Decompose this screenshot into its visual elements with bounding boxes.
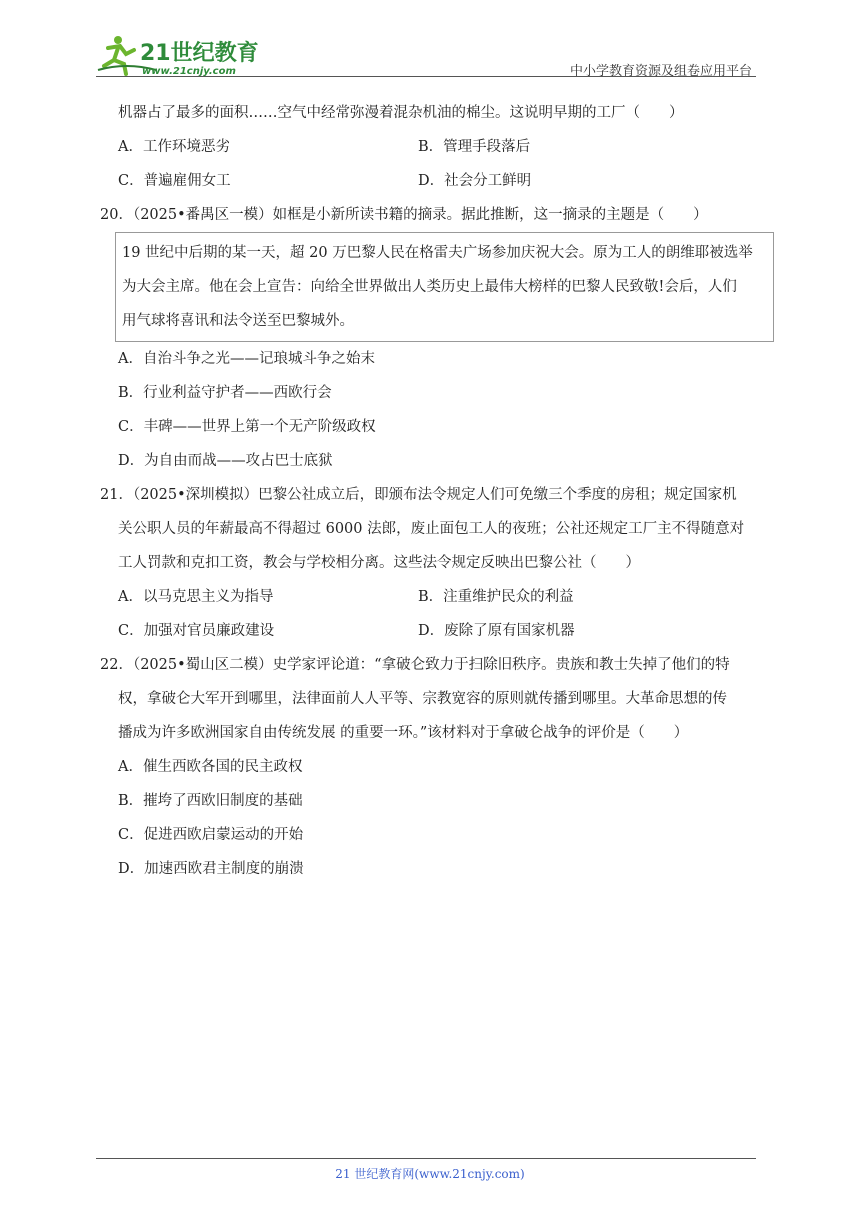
svg-text:www.21cnjy.com: www.21cnjy.com — [142, 66, 236, 77]
q21-options-row-1 — [118, 580, 768, 614]
platform-name: 中小学教育资源及组卷应用平台 — [569, 64, 752, 79]
footer-link[interactable]: 21 世纪教育网(www.21cnjy.com) — [335, 1167, 525, 1181]
q19-options-row-1 — [118, 130, 768, 164]
q21-option-b: B．注重维护民众的利益 — [418, 589, 574, 605]
q20-option-b: B．行业利益守护者——西欧行会 — [118, 385, 332, 401]
q20-option-c: C．丰碑——世界上第一个无产阶级政权 — [118, 419, 376, 435]
q22-option-b: B．摧垮了西欧旧制度的基础 — [118, 793, 303, 809]
q22-stem-line-1: 22．（2025•蜀山区二模）史学家评论道：“拿破仑致力于扫除旧秩序。贵族和教士失掉了他们的特 — [100, 657, 730, 673]
q20-excerpt-line-3: 用气球将喜讯和法令送至巴黎城外。 — [122, 313, 354, 329]
q21-stem-line-3: 工人罚款和克扣工资，教会与学校相分离。这些法令规定反映出巴黎公社（ ） — [118, 555, 640, 571]
q20-excerpt-line-1: 19 世纪中后期的某一天，超 20 万巴黎人民在格雷夫广场参加庆祝大会。原为工人的朗维耶被选举 — [122, 245, 753, 261]
q20-option-a: A．自治斗争之光——记琅城斗争之始末 — [118, 351, 375, 367]
site-logo-icon — [96, 32, 266, 78]
q22-stem-line-2: 权，拿破仑大军开到哪里，法律面前人人平等、宗教宽容的原则就传播到哪里。大革命思想的传 — [118, 691, 727, 707]
footer-divider — [96, 1158, 756, 1159]
q21-option-c: C．加强对官员廉政建设 — [118, 623, 275, 639]
q19-stem: 机器占了最多的面积……空气中经常弥漫着混杂机油的棉尘。这说明早期的工厂（ ） — [118, 105, 684, 121]
q19-options-row-2 — [118, 164, 768, 198]
page-header — [96, 32, 756, 80]
q19-option-d: D．社会分工鲜明 — [418, 173, 532, 189]
q20-excerpt-box — [115, 232, 774, 342]
q21-stem-line-1: 21．（2025•深圳模拟）巴黎公社成立后，即颁布法令规定人们可免缴三个季度的房租；规定国家机 — [100, 487, 737, 503]
q20-option-d: D．为自由而战——攻占巴士底狱 — [118, 453, 333, 469]
q20-stem: 20．（2025•番禺区一模）如框是小新所读书籍的摘录。据此推断，这一摘录的主题是（ ） — [100, 207, 708, 223]
exam-content — [100, 96, 768, 886]
q22-stem-line-3: 播成为许多欧洲国家自由传统发展 的重要一环。”该材料对于拿破仑战争的评价是（ ） — [118, 725, 689, 741]
q19-option-a: A．工作环境恶劣 — [118, 139, 230, 155]
q22-option-c: C．促进西欧启蒙运动的开始 — [118, 827, 304, 843]
q22-option-d: D．加速西欧君主制度的崩溃 — [118, 861, 304, 877]
q19-option-b: B．管理手段落后 — [418, 139, 531, 155]
header-divider — [96, 76, 756, 77]
q21-option-a: A．以马克思主义为指导 — [118, 589, 274, 605]
q21-stem-line-2: 关公职人员的年薪最高不得超过 6000 法郎，废止面包工人的夜班；公社还规定工厂主不得随意对 — [118, 521, 745, 537]
q21-options-row-2 — [118, 614, 768, 648]
svg-text:21世纪教育: 21世纪教育 — [140, 41, 259, 66]
q22-option-a: A．催生西欧各国的民主政权 — [118, 759, 303, 775]
q19-option-c: C．普遍雇佣女工 — [118, 173, 231, 189]
q21-option-d: D．废除了原有国家机器 — [418, 623, 575, 639]
q20-excerpt-line-2: 为大会主席。他在会上宣告：向给全世界做出人类历史上最伟大榜样的巴黎人民致敬!会后，人们 — [122, 279, 737, 295]
